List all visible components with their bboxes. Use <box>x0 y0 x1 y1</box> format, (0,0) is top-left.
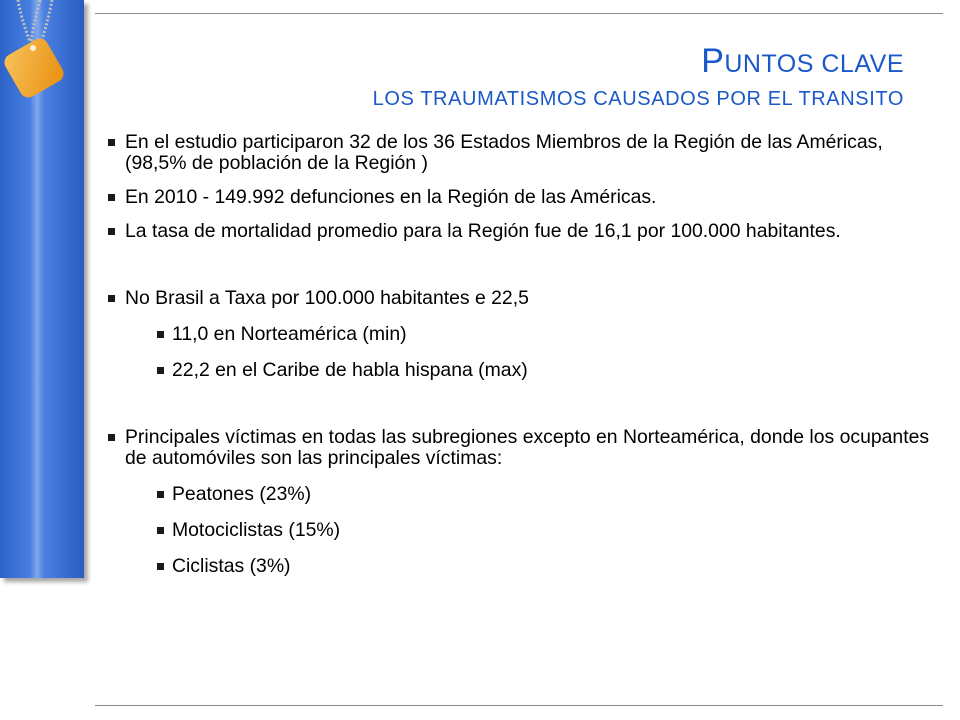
top-divider <box>95 13 943 14</box>
subbullet-north-america: 11,0 en Norteamérica (min) <box>105 324 935 345</box>
bottom-divider <box>95 705 943 706</box>
bullet-brasil-rate: No Brasil a Taxa por 100.000 habitantes e 22,5 <box>105 288 935 309</box>
subbullet-motorcyclists: Motociclistas (15%) <box>105 520 935 541</box>
slide-subtitle: LOS TRAUMATISMOS CAUSADOS POR EL TRANSITO <box>372 88 904 110</box>
dog-tag-icon <box>0 0 84 110</box>
bullet-list <box>105 128 935 577</box>
subbullet-caribbean: 22,2 en el Caribe de habla hispana (max) <box>105 360 935 381</box>
bullet-deaths-2010: En 2010 - 149.992 defunciones en la Región de las Américas. <box>105 187 935 208</box>
subbullet-pedestrians: Peatones (23%) <box>105 484 935 505</box>
bullet-participation: En el estudio participaron 32 de los 36 Estados Miembros de la Región de las Américas, (98,5% de población de la Región ) <box>105 132 935 174</box>
subbullet-cyclists: Ciclistas (3%) <box>105 556 935 577</box>
bullet-mortality-rate: La tasa de mortalidad promedio para la Región fue de 16,1 por 100.000 habitantes. <box>105 221 935 242</box>
bullet-main-victims: Principales víctimas en todas las subregiones excepto en Norteamérica, donde los ocupantes de automóviles son las principales víctimas: <box>105 427 935 469</box>
slide-title: PUNTOS CLAVE <box>701 42 904 80</box>
